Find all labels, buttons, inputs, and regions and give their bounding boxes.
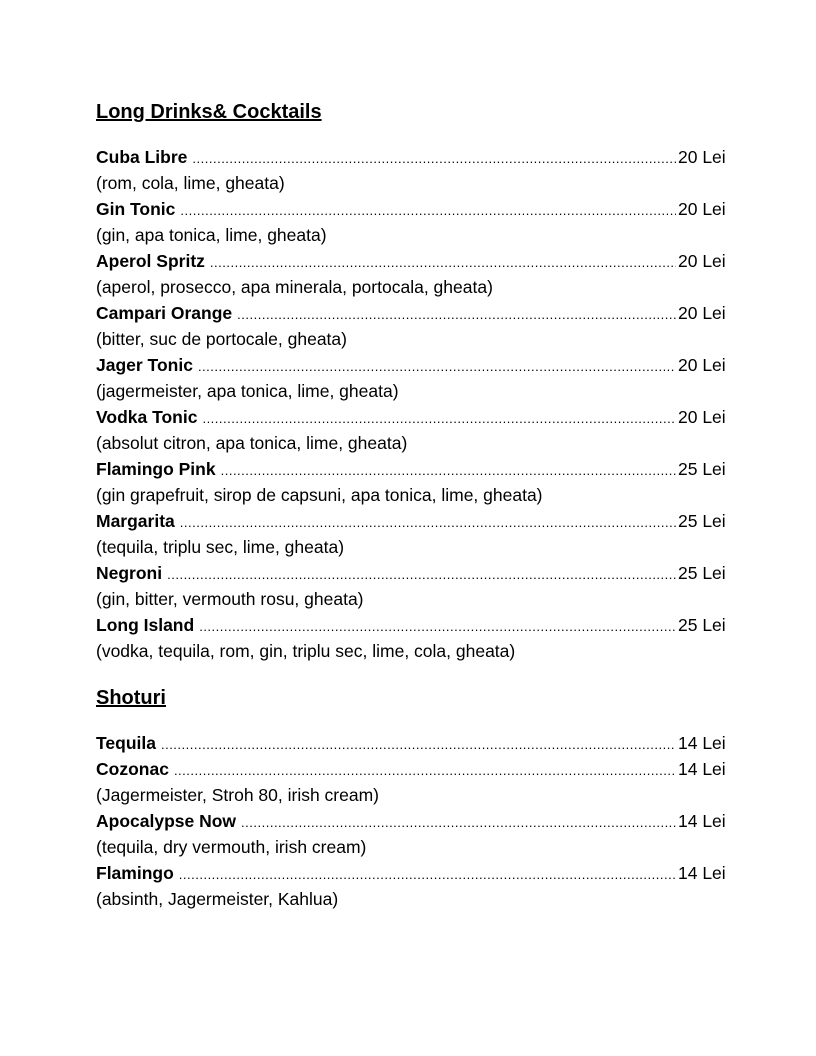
item-description: (rom, cola, lime, gheata) xyxy=(96,173,285,193)
item-price: 25 Lei xyxy=(678,563,726,583)
item-price: 20 Lei xyxy=(678,199,726,219)
dot-leader xyxy=(167,562,676,588)
menu-item-tequila xyxy=(96,730,736,756)
item-price: 14 Lei xyxy=(678,811,726,831)
dot-leader xyxy=(210,250,676,276)
item-price: 20 Lei xyxy=(678,251,726,271)
item-name: Long Island xyxy=(96,615,195,635)
dot-leader xyxy=(198,354,676,380)
item-name: Negroni xyxy=(96,563,163,583)
dot-leader xyxy=(179,862,676,888)
item-description: (aperol, prosecco, apa minerala, portocala, gheata) xyxy=(96,277,493,297)
dot-leader xyxy=(192,146,676,172)
item-description: (bitter, suc de portocale, gheata) xyxy=(96,329,347,349)
dot-leader xyxy=(180,510,676,536)
item-price: 25 Lei xyxy=(678,615,726,635)
item-description: (jagermeister, apa tonica, lime, gheata) xyxy=(96,381,399,401)
item-description: (gin, apa tonica, lime, gheata) xyxy=(96,225,327,245)
item-description: (gin, bitter, vermouth rosu, gheata) xyxy=(96,589,364,609)
dot-leader xyxy=(202,406,676,432)
section-title: Shoturi xyxy=(96,687,166,709)
item-name: Campari Orange xyxy=(96,303,233,323)
item-price: 25 Lei xyxy=(678,511,726,531)
item-description: (vodka, tequila, rom, gin, triplu sec, lime, cola, gheata) xyxy=(96,641,516,661)
menu-item-long-island xyxy=(96,612,736,638)
menu-item-apocalypse-now xyxy=(96,808,736,834)
dot-leader xyxy=(180,198,676,224)
item-price: 25 Lei xyxy=(678,459,726,479)
menu-item-vodka-tonic xyxy=(96,404,736,430)
item-description: (tequila, triplu sec, lime, gheata) xyxy=(96,537,345,557)
menu-item-flamingo-pink xyxy=(96,456,736,482)
item-price: 20 Lei xyxy=(678,303,726,323)
item-name: Jager Tonic xyxy=(96,355,193,375)
item-description: (absinth, Jagermeister, Kahlua) xyxy=(96,889,339,909)
section-shoturi xyxy=(96,684,736,912)
menu-item-campari-orange xyxy=(96,300,736,326)
item-name: Vodka Tonic xyxy=(96,407,198,427)
item-name: Cuba Libre xyxy=(96,147,188,167)
menu-item-jager-tonic xyxy=(96,352,736,378)
dot-leader xyxy=(237,302,676,328)
menu-item-flamingo xyxy=(96,860,736,886)
item-name: Cozonac xyxy=(96,759,169,779)
dot-leader xyxy=(174,758,676,784)
item-price: 20 Lei xyxy=(678,407,726,427)
item-name: Margarita xyxy=(96,511,175,531)
dot-leader xyxy=(221,458,676,484)
item-price: 14 Lei xyxy=(678,759,726,779)
item-name: Apocalypse Now xyxy=(96,811,237,831)
item-name: Flamingo Pink xyxy=(96,459,216,479)
item-description: (absolut citron, apa tonica, lime, gheata) xyxy=(96,433,408,453)
menu-item-margarita xyxy=(96,508,736,534)
item-price: 20 Lei xyxy=(678,355,726,375)
item-name: Tequila xyxy=(96,733,156,753)
dot-leader xyxy=(199,614,676,640)
menu-item-cuba-libre xyxy=(96,144,736,170)
menu-item-negroni xyxy=(96,560,736,586)
dot-leader xyxy=(241,810,676,836)
item-description: (tequila, dry vermouth, irish cream) xyxy=(96,837,367,857)
item-description: (gin grapefruit, sirop de capsuni, apa tonica, lime, gheata) xyxy=(96,485,543,505)
item-price: 14 Lei xyxy=(678,733,726,753)
item-description: (Jagermeister, Stroh 80, irish cream) xyxy=(96,785,380,805)
item-name: Gin Tonic xyxy=(96,199,176,219)
item-price: 14 Lei xyxy=(678,863,726,883)
menu-item-cozonac xyxy=(96,756,736,782)
item-price: 20 Lei xyxy=(678,147,726,167)
item-name: Flamingo xyxy=(96,863,174,883)
item-name: Aperol Spritz xyxy=(96,251,205,271)
section-title: Long Drinks& Cocktails xyxy=(96,101,322,123)
dot-leader xyxy=(161,732,676,758)
menu-item-aperol-spritz xyxy=(96,248,736,274)
menu-item-gin-tonic xyxy=(96,196,736,222)
section-long-drinks xyxy=(96,98,736,664)
